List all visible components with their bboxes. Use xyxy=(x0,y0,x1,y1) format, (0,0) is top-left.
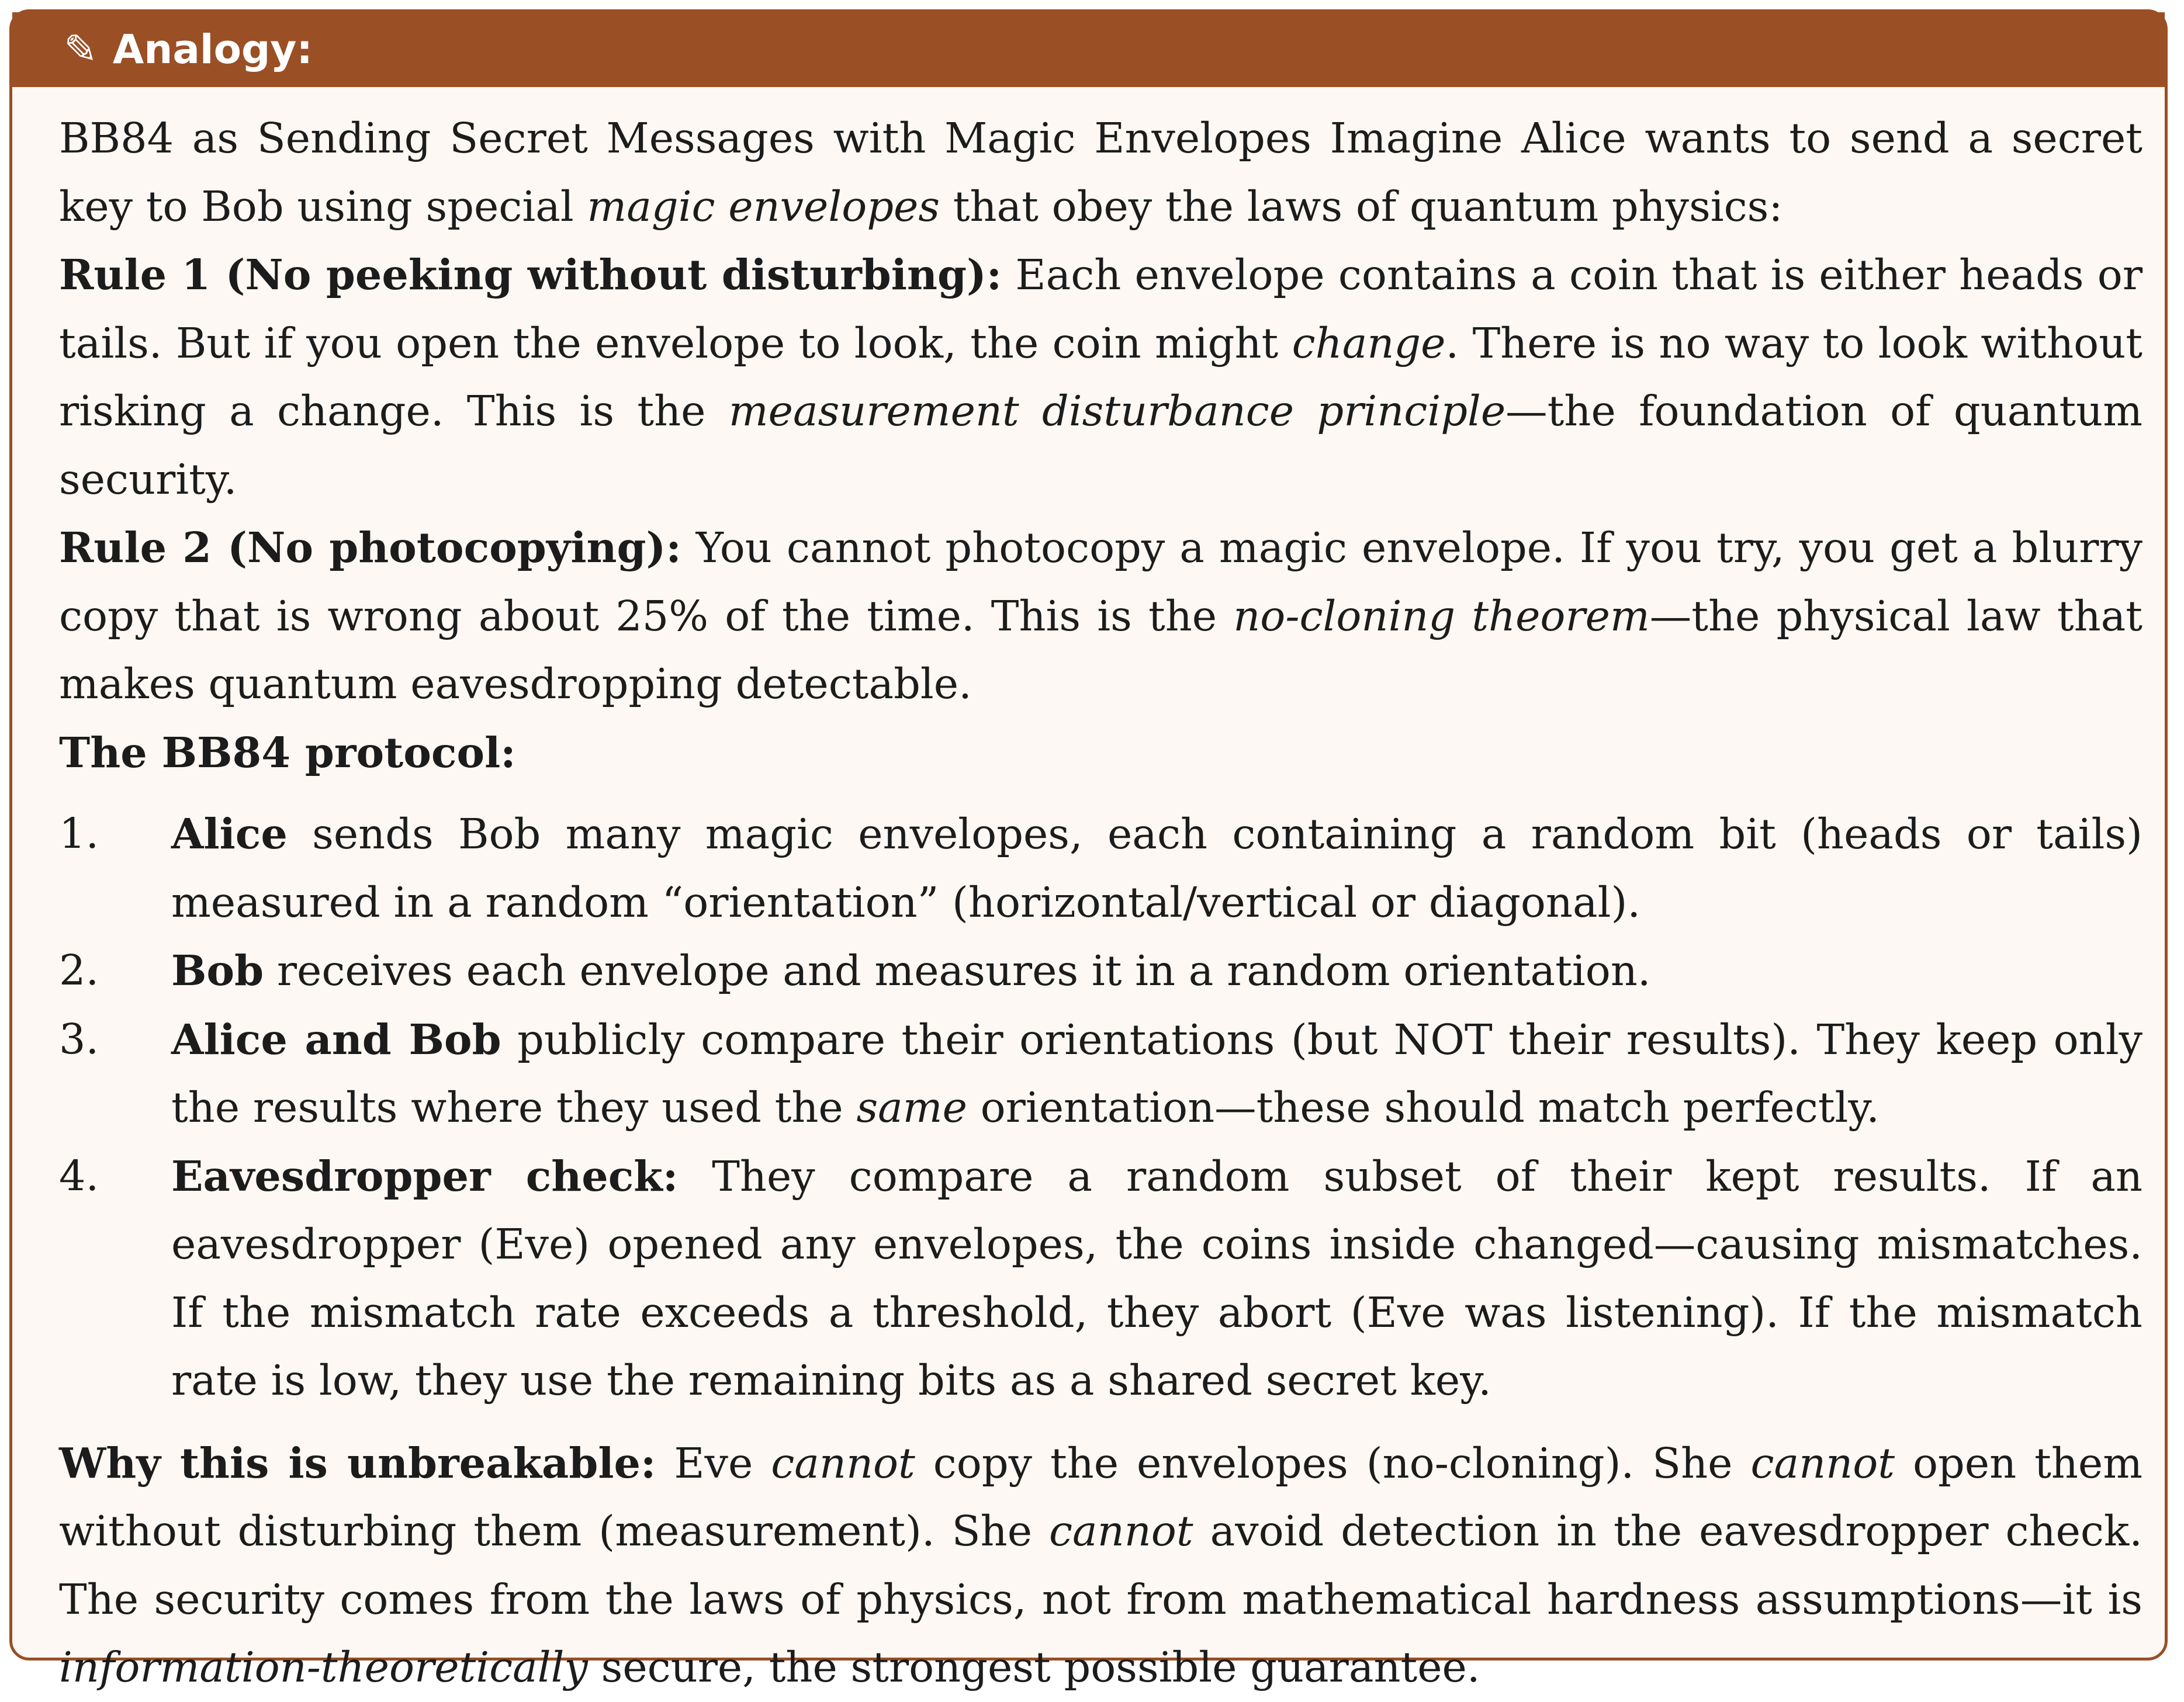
why-text: copy the envelopes (no-cloning). She xyxy=(915,1438,1751,1488)
why-emphasis: cannot xyxy=(1750,1438,1895,1488)
rule-2-paragraph xyxy=(59,514,2143,719)
step-text: receives each envelope and measures it in a random orientation. xyxy=(264,947,1651,995)
list-item xyxy=(59,937,2143,1006)
step-label: Bob xyxy=(171,946,264,995)
rule-2-emphasis: no-cloning theorem xyxy=(1233,591,1650,640)
why-emphasis: cannot xyxy=(771,1438,915,1488)
why-text-end: secure, the strongest possible guarantee. xyxy=(587,1643,1480,1691)
rule-1-text-middle: . There is no way to look without risking a change. This is the xyxy=(59,318,2143,435)
rule-1-emphasis-change: change xyxy=(1292,318,1446,368)
why-label: Why this is unbreakable: xyxy=(59,1438,656,1488)
intro-emphasis: magic envelopes xyxy=(587,182,940,231)
rule-1-text-end: —the foundation of quantum security. xyxy=(59,387,2143,504)
box-content xyxy=(59,105,2143,1702)
why-text: Eve xyxy=(656,1438,771,1488)
why-emphasis: information-theoretically xyxy=(59,1643,588,1691)
rule-2-text: You cannot photocopy a magic envelope. If you try, you get a blurry copy that is wrong about 25% of the time. This is the xyxy=(59,524,2143,640)
rule-2-label: Rule 2 (No photocopying): xyxy=(59,523,681,572)
rule-1-emphasis-principle: measurement disturbance principle xyxy=(728,387,1506,435)
protocol-steps xyxy=(59,800,2143,1415)
step-text: They compare a random subset of their kept results. If an eavesdropper (Eve) opened any envelopes, the coins inside changed—causing mismatches. If the mismatch rate exceeds a threshold, they abort (Eve was listening). If the mismatch rate is low, they use the remaining bits as a shared secret key. xyxy=(171,1152,2143,1405)
protocol-heading-label: The BB84 protocol: xyxy=(59,727,516,777)
box-header xyxy=(12,12,2165,87)
rule-1-text: Each envelope contains a coin that is either heads or tails. But if you open the envelope to look, the coin might xyxy=(59,251,2143,368)
list-item xyxy=(59,1142,2143,1415)
step-number: 2. xyxy=(59,946,99,994)
step-text-end: orientation—these should match perfectly. xyxy=(967,1083,1880,1132)
list-item xyxy=(59,800,2143,937)
step-text: sends Bob many magic envelopes, each containing a random bit (heads or tails) measured in a random “orientation” (horizontal/vertical or diagonal). xyxy=(171,810,2143,927)
box-title: Analogy: xyxy=(112,26,313,73)
step-text: publicly compare their orientations (but NOT their results). They keep only the results where they used the xyxy=(171,1015,2143,1132)
why-text: open them without disturbing them (measurement). She xyxy=(59,1438,2143,1555)
step-label: Alice xyxy=(171,809,288,858)
why-text: avoid detection in the eavesdropper check. The security comes from the laws of physics, not from mathematical hardness assumptions—it is xyxy=(59,1507,2143,1624)
analogy-box xyxy=(9,9,2168,1691)
why-emphasis: cannot xyxy=(1049,1507,1193,1555)
pencil-icon: ✎ xyxy=(64,26,98,73)
why-paragraph xyxy=(59,1429,2143,1702)
step-number: 3. xyxy=(59,1014,99,1063)
intro-paragraph xyxy=(59,105,2143,241)
step-number: 4. xyxy=(59,1151,99,1200)
step-emphasis: same xyxy=(856,1083,967,1132)
list-item xyxy=(59,1006,2143,1142)
rule-1-paragraph xyxy=(59,241,2143,514)
intro-text-end: that obey the laws of quantum physics: xyxy=(940,182,1783,231)
rule-1-label: Rule 1 (No peeking without disturbing): xyxy=(59,250,1002,299)
step-label: Eavesdropper check: xyxy=(171,1151,679,1201)
step-number: 1. xyxy=(59,809,99,858)
step-label: Alice and Bob xyxy=(171,1014,501,1064)
rule-2-text-end: —the physical law that makes quantum eavesdropping detectable. xyxy=(59,591,2143,708)
intro-text: BB84 as Sending Secret Messages with Magic Envelopes Imagine Alice wants to send a secret key to Bob using special xyxy=(59,114,2143,231)
protocol-heading xyxy=(59,719,2143,788)
